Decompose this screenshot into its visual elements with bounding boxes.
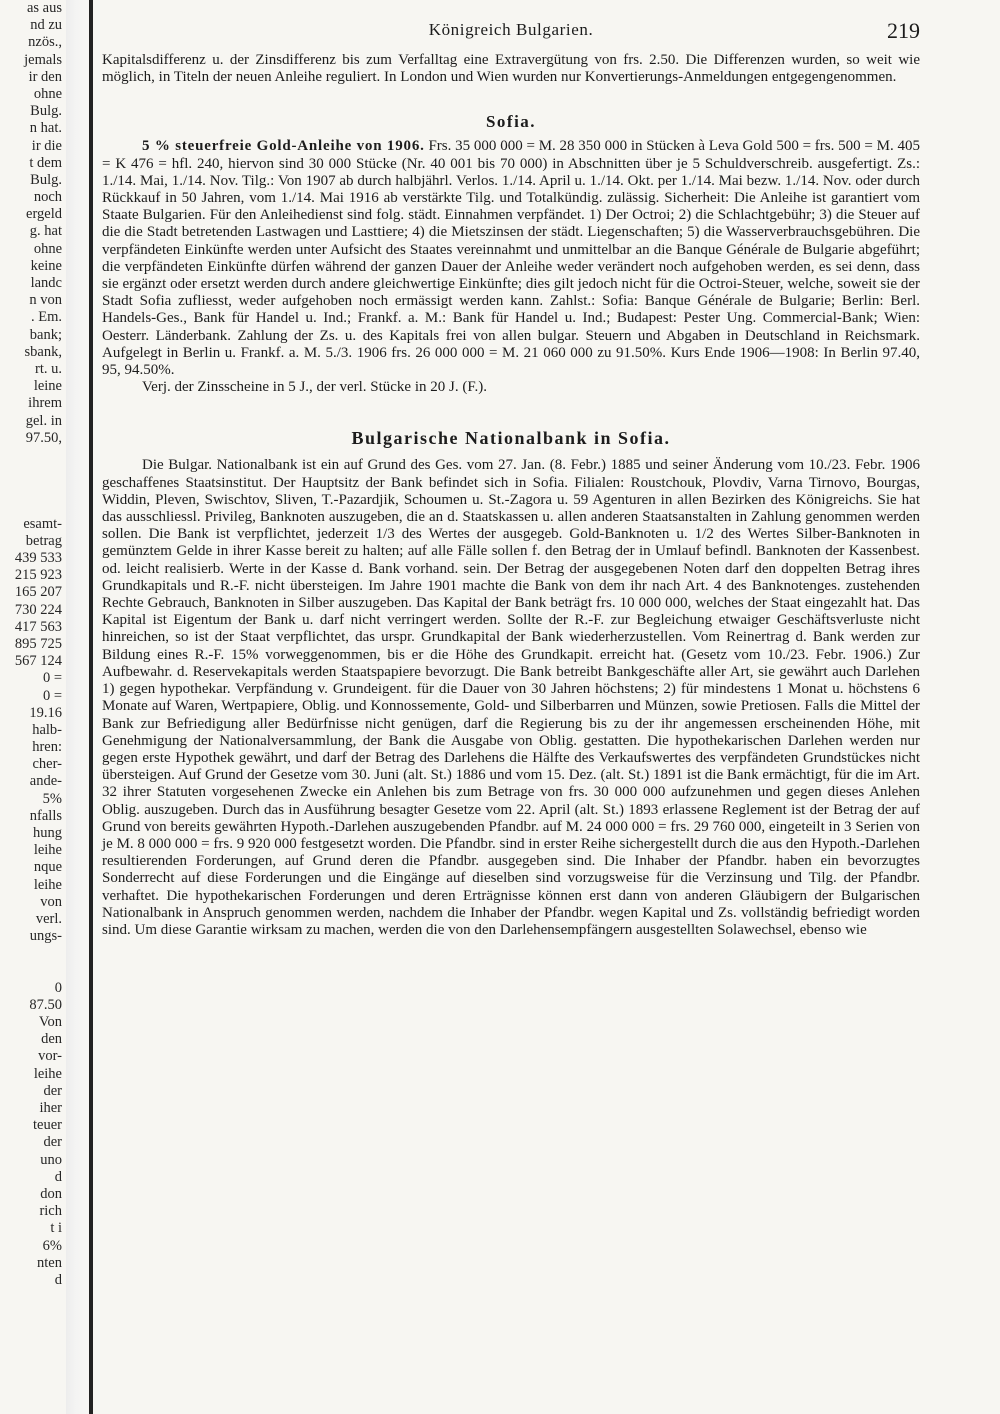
margin-line: ergeld (26, 206, 62, 223)
margin-line: 417 563 (14, 618, 62, 635)
sofia-loan-paragraph (102, 138, 920, 379)
margin-line: 5% (42, 790, 62, 807)
page-binding-edge (89, 0, 93, 1414)
margin-line: noch (33, 189, 62, 206)
margin-line: leine (33, 378, 62, 395)
margin-line: leihe (33, 842, 62, 859)
margin-line: t i (50, 1220, 62, 1237)
margin-line: verl. (35, 910, 62, 927)
margin-line: 6% (42, 1237, 62, 1254)
running-title: Königreich Bulgarien. (428, 20, 594, 39)
margin-line: . Em. (30, 309, 62, 326)
margin-line: der (43, 1134, 62, 1151)
margin-line: landc (30, 275, 62, 291)
margin-line: 19.16 (29, 704, 62, 721)
margin-line: jemals (24, 51, 62, 68)
margin-line: keine (30, 257, 62, 274)
margin-line: n hat. (29, 120, 62, 137)
margin-line: betrag (25, 532, 62, 549)
margin-line: sbank, (24, 343, 62, 360)
margin-line (0, 481, 62, 498)
margin-line: Von (38, 1014, 62, 1031)
sofia-footnote: Verj. der Zinsscheine in 5 J., der verl. Stücke in 20 J. (F.). (142, 379, 487, 396)
margin-line: nque (33, 859, 62, 876)
margin-line: iher (39, 1100, 62, 1116)
margin-line: nzös., (28, 34, 62, 51)
margin-line (0, 464, 62, 481)
margin-line: Bulg. (30, 171, 62, 188)
margin-line: rt. u. (35, 360, 62, 377)
margin-line: 0 (54, 979, 62, 996)
margin-line: uno (40, 1151, 62, 1168)
margin-line (0, 498, 62, 515)
margin-line: ohne (33, 240, 62, 257)
margin-line: den (41, 1031, 62, 1048)
margin-line: ir die (31, 137, 62, 154)
margin-line: teuer (33, 1117, 62, 1134)
margin-line: halb- (32, 721, 62, 738)
loan-title: 5 % steuerfreie Gold-Anleihe von 1906. (142, 138, 425, 155)
margin-line: ande- (29, 773, 62, 790)
margin-line: Bulg. (30, 103, 62, 120)
page-number: 219 (887, 18, 920, 43)
margin-line: don (40, 1185, 62, 1202)
margin-line: von (40, 893, 62, 910)
margin-line: d (54, 1168, 62, 1185)
margin-line: 567 124 (14, 653, 62, 670)
margin-line: vor- (38, 1048, 62, 1065)
intro-paragraph: Kapitalsdifferenz u. der Zinsdifferenz bis zum Verfalltag eine Extravergütung von frs. 2.50. Die Differenzen wurden, so weit wie möglich, in Titeln der neuen Anleihe reguliert. In London und Wien wurden nur Konvertierungs-Anmeldungen entgegengenommen. (102, 52, 920, 86)
margin-line (0, 945, 62, 962)
margin-line: rich (39, 1203, 62, 1220)
margin-line: nten (37, 1254, 62, 1271)
margin-line (0, 963, 62, 980)
margin-line: nfalls (29, 807, 62, 824)
margin-line: ungs- (29, 928, 62, 945)
margin-line: 165 207 (14, 584, 62, 601)
margin-line: leihe (33, 876, 62, 893)
section-title-sofia: Sofia. (485, 112, 537, 132)
section-title-nationalbank: Bulgarische Nationalbank in Sofia. (351, 428, 671, 449)
margin-line: g. hat (29, 223, 62, 240)
margin-line: 0 = (42, 687, 62, 704)
margin-line: leihe (33, 1065, 62, 1082)
loan-description: Frs. 35 000 000 = M. 28 350 000 in Stücken à Leva Gold 500 = frs. 500 = M. 405 = K 476 = hfl. 240, hiervon sind 30 000 Stücke (Nr. 40 001 bis 70 000) in Abschnitten über je 5 Schuldverschreib. ausgefertigt. Zs.: 1./14. Mai, 1./14. Nov. Tilg.: Von 1907 ab durch halbjährl. Verlos. 1./14. April u. 1./14. Okt. per 1./14. Mai bezw. 1./14. Nov. oder durch Rückkauf in 50 Jahren, vom 1./14. Mai 1916 ab verstärkte Tilg. und Totalkündig. zulässig. Sicherheit: Die Anleihe ist garantiert vom Staate Bulgarien. Für den Anleihedienst sind folg. städt. Einnahmen verpfändet. 1) Der Octroi; 2) die Schlachtgebühr; 3) die Steuer auf die die Stadt betretenden Lastwagen und Lasttiere; 4) die Mietszinsen der städt. Liegenschaften; 5) die Wasserverbrauchsgebühren. Die verpfändeten Einkünfte werden unter Aufsicht des Staates vereinnahmt und unmittelbar an die Banque Générale de Bulgarie abgeführt; die verpfändeten Einkünfte dürfen während der ganzen Dauer der Anleihe weder verändert noch aufgehoben werden, es sei denn, dass sie ergänzt oder ersetzt werden durch andere gleichwertige Einkünfte; dies gilt jedoch nicht für die Octroi-Steuer, welche, soweit sie der Stadt Sofia zufliesst, weder aufgehoben noch ermässigt werden kann. Zahlst.: Sofia: Banque Générale de Bulgarie; Berlin: Berl. Handels-Ges., Bank für Handel u. Ind.; Frankf. a. M.: Bank für Handel u. Ind.; Budapest: Pester Ung. Commercial-Bank; Wien: Oesterr. Länderbank. Zahlung der Zs. u. des Kapitals frei von allen bulgar. Steuern und Abgaben in Deutschland in Reichsmark. Aufgelegt in Berlin u. Frankf. a. M. 5./3. 1906 frs. 26 000 000 = M. 21 060 000 zu 91.50%. Kurs Ende 1906—1908: In Berlin 97.40, 95, 94.50%. (102, 138, 921, 379)
margin-line: gel. in (25, 412, 62, 429)
margin-line: 439 533 (14, 550, 62, 566)
margin-line: t dem (29, 154, 62, 171)
margin-line: ihrem (28, 395, 62, 412)
margin-line: bank; (29, 326, 62, 343)
margin-line: 0 = (42, 670, 62, 687)
margin-line: hren: (32, 739, 62, 756)
margin-line: 895 725 (14, 635, 62, 652)
margin-line (0, 447, 62, 464)
margin-line: ohne (33, 85, 62, 102)
adjacent-page-margin (0, 0, 62, 1414)
margin-line: 97.50, (25, 429, 62, 446)
margin-line: hung (33, 825, 62, 841)
margin-line: n von (29, 292, 62, 309)
margin-line: esamt- (23, 515, 62, 532)
margin-line: 87.50 (29, 996, 62, 1013)
document-page (102, 18, 920, 939)
margin-line: d (54, 1271, 62, 1288)
margin-line: as aus (26, 0, 62, 16)
margin-line: 730 224 (14, 601, 62, 618)
running-header (102, 18, 920, 52)
margin-line: ir den (28, 68, 62, 85)
nationalbank-paragraph: Die Bulgar. Nationalbank ist ein auf Grund des Ges. vom 27. Jan. (8. Febr.) 1885 und seiner Änderung vom 10./23. Febr. 1906 geschaffenes Staatsinstitut. Der Hauptsitz der Bank befindet sich in Sofia. Filialen: Roustchouk, Plovdiv, Varna Tirnovo, Bourgas, Widdin, Pleven, Swischtov, Sliven, T.-Pazardjik, Schoumen u. St.-Zagora u. 59 Agenturen in allen Bezirken des Königreichs. Sie hat das ausschliessl. Privileg, Banknoten auszugeben, die an d. Staatskassen u. allen anderen Staatsanstalten in Zahlung genommen werden sollen. Die Bank ist verpflichtet, jederzeit 1/3 des Wertes der ausgegeb. Gold-Banknoten u. 1/2 des Wertes Silber-Banknoten in gemünztem Gelde in ihrer Kasse bereit zu halten; auf alle Fälle sollen f. den Betrag der in Umlauf befindl. Banknoten der Kassenbest. od. leicht realisierb. Werte in der Kasse d. Bank vorhand. sein. Der Betrag der ausgegebenen Noten darf den doppelten Betrag ihres Grundkapitals und R.-F. nicht übersteigen. Im Jahre 1901 machte die Bank von dem ihr nach Art. 4 des Banknotenges. zustehenden Rechte Gebrauch, Banknoten in Silber auszugeben. Das Kapital der Bank beträgt frs. 10 000 000, welches der Staat eingezahlt hat. Das Kapital ist Eigentum der Bank u. darf nicht verringert werden. Sollte der R.-F. zur Begleichung etwaiger Geschäftsverluste nicht hinreichen, so ist der Staat verpflichtet, das urspr. Grundkapital der Bank wiederherzustellen. Vom Reinertrag d. Bank werden zur Bildung eines R.-F. 15% vorweggenommen, bis er die Höhe des Grundkapit. erreicht hat. (Gesetz vom 10./23. Febr. 1906.) Zur Aufbewahr. d. Reservekapitals werden Staatspapiere bevorzugt. Die Bank betreibt Bankgeschäfte aller Art, sie gewährt auch Darlehen 1) gegen hypothekar. Verpfändung v. Grundeigent. für die Dauer von 30 Jahren höchstens; 2) für mindestens 1 Monat u. höchstens 6 Monate auf Waren, Wertpapiere, Oblig. und Konnossemente, Gold- und Silberbarren und Münzen, sowie Pretiosen. Falls die Mittel der Bank zur Befriedigung aller Bedürfnisse nicht genügen, darf die Regierung bis zu der ihr angemessen erscheinenden Höhe, mit Genehmigung der Nationalversammlung, der Bank die Ausgabe von Oblig. gestatten. Die hypothekarischen Darlehen werden nur gegen erste Hypothek gewährt, und darf der Betrag des Darlehens die Hälfte des Verkaufswertes des verpfändeten Grundstückes nicht übersteigen. Auf Grund der Gesetze vom 30. Juni (alt. St.) 1886 und vom 15. Dez. (alt. St.) 1891 ist die Bank ermächtigt, für die im Art. 32 ihrer Statuten vorgesehenen Zwecke ein Anlehen bis zum Betrage von frs. 30 000 000 aufzunehmen und gegen dieses Anlehen Oblig. auszugeben. Durch das in Ausführung besagter Gesetze vom 22. April (alt. St.) 1893 erlassene Reglement ist der Betrag der auf Grund von bereits gewährten Hypoth.-Darlehen auszugebenden Pfandbr. auf M. 24 000 000 = frs. 29 760 000, eingeteilt in 3 Serien von je M. 8 000 000 = frs. 9 920 000 festgesetzt worden. Die Pfandbr. sind in erster Reihe sichergestellt durch die aus den Hypoth.-Darlehen resultierenden Forderungen, auf Grund deren die Pfandbr. ausgegeben sind. Die Inhaber der Pfandbr. haben ein bevorzugtes Sonderrecht auf diese Forderungen und die Eingänge auf dieselben sind vorzugsweise für die Verzinsung und Tilg. der Pfandbr. verhaftet. Die hypothekarischen Forderungen und deren Erträgnisse können erst dann von anderen Gläubigern der Bulgarischen Nationalbank in Anspruch genommen werden, nachdem die Inhaber der Pfandbr. wegen Kapital und Zs. vollständig befriedigt worden sind. Um diese Garantie wirksam zu machen, werden die von den Darlehensempfängern ausgestellten Solawechsel, ebenso wie (102, 457, 920, 938)
margin-line: cher- (32, 756, 62, 773)
margin-line: nd zu (30, 17, 62, 34)
margin-line: der (43, 1082, 62, 1099)
margin-line: 215 923 (14, 567, 62, 584)
